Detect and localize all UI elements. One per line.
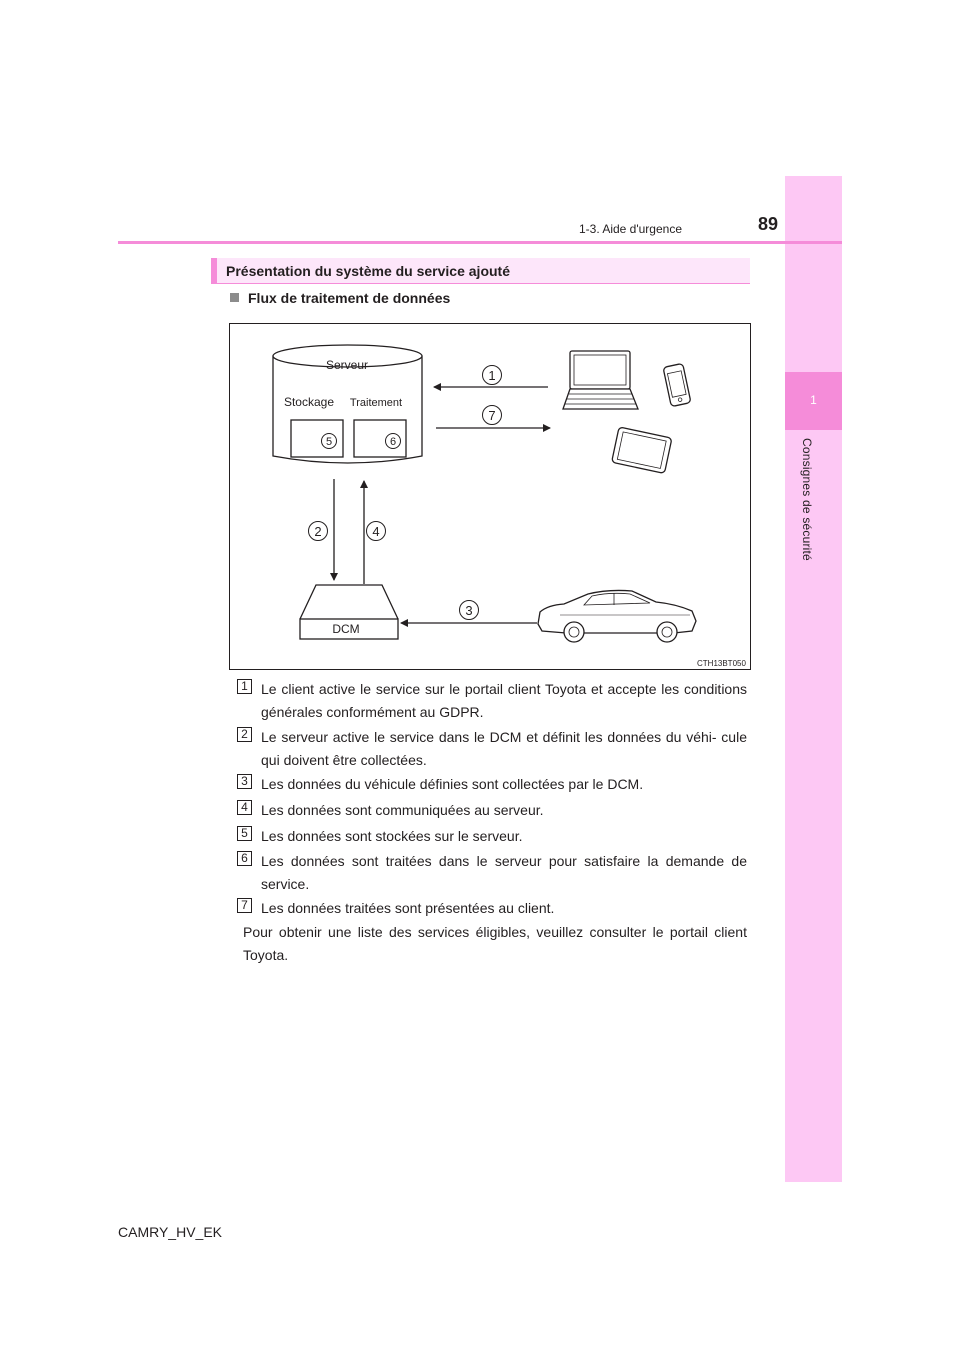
chapter-side-tab bbox=[785, 176, 842, 1182]
header-rule bbox=[118, 241, 842, 244]
step-7-number: 7 bbox=[237, 898, 252, 913]
marker-2-label: 2 bbox=[314, 524, 322, 539]
step-1-text: Le client active le service sur le portail client Toyota et accepte les conditions générales conformément au GDPR. bbox=[261, 681, 747, 720]
square-bullet-icon bbox=[230, 293, 239, 302]
server-label: Serveur bbox=[325, 358, 369, 372]
smartphone-icon bbox=[663, 363, 691, 406]
marker-6-label: 6 bbox=[389, 436, 397, 448]
processing-label: Traitement bbox=[349, 397, 403, 409]
step-6-text: Les données sont traitées dans le serveur pour satisfaire la demande de service. bbox=[261, 853, 747, 892]
step-3-number: 3 bbox=[237, 774, 252, 789]
chapter-title: Consignes de sécurité bbox=[800, 438, 814, 561]
storage-label: Stockage bbox=[283, 395, 335, 409]
step-6-number: 6 bbox=[237, 851, 252, 866]
car-icon bbox=[538, 590, 696, 642]
step-7 bbox=[237, 897, 747, 920]
laptop-icon bbox=[563, 351, 638, 409]
subheading-text: Flux de traitement de données bbox=[248, 290, 451, 306]
step-3-text: Les données du véhicule définies sont collectées par le DCM. bbox=[261, 776, 644, 792]
step-5-text: Les données sont stockées sur le serveur. bbox=[261, 828, 523, 844]
marker-1-label: 1 bbox=[488, 368, 496, 383]
step-2-number: 2 bbox=[237, 727, 252, 742]
step-4-number: 4 bbox=[237, 800, 252, 815]
figure-code: CTH13BT050 bbox=[697, 659, 746, 668]
tablet-icon bbox=[612, 427, 672, 473]
section-path: 1-3. Aide d'urgence bbox=[578, 222, 682, 236]
marker-7-label: 7 bbox=[488, 408, 496, 423]
step-4 bbox=[237, 799, 747, 822]
data-flow-svg bbox=[230, 324, 750, 669]
marker-5-label: 5 bbox=[325, 436, 333, 448]
model-code: CAMRY_HV_EK bbox=[118, 1224, 223, 1240]
section-title: Présentation du système du service ajouté bbox=[226, 263, 510, 279]
step-1 bbox=[237, 678, 747, 724]
page-number: 89 bbox=[757, 214, 778, 234]
step-7-text: Les données traitées sont présentées au client. bbox=[261, 900, 555, 916]
step-2-text: Le serveur active le service dans le DCM et définit les données du véhi- cule qui doivent être collectées. bbox=[261, 729, 747, 768]
step-1-number: 1 bbox=[237, 679, 252, 694]
marker-3-label: 3 bbox=[465, 603, 473, 618]
step-5-number: 5 bbox=[237, 826, 252, 841]
title-bar-accent bbox=[211, 258, 217, 284]
step-2 bbox=[237, 726, 747, 772]
step-4-text: Les données sont communiquées au serveur. bbox=[261, 802, 544, 818]
subheading bbox=[230, 290, 450, 306]
data-flow-diagram bbox=[229, 323, 751, 670]
chapter-number: 1 bbox=[810, 393, 817, 407]
step-5 bbox=[237, 825, 747, 848]
note-paragraph: Pour obtenir une liste des services éligibles, veuillez consulter le portail client Toyota. bbox=[243, 924, 747, 963]
step-3 bbox=[237, 773, 747, 796]
dcm-label: DCM bbox=[332, 622, 360, 636]
step-6 bbox=[237, 850, 747, 896]
marker-4-label: 4 bbox=[372, 524, 380, 539]
